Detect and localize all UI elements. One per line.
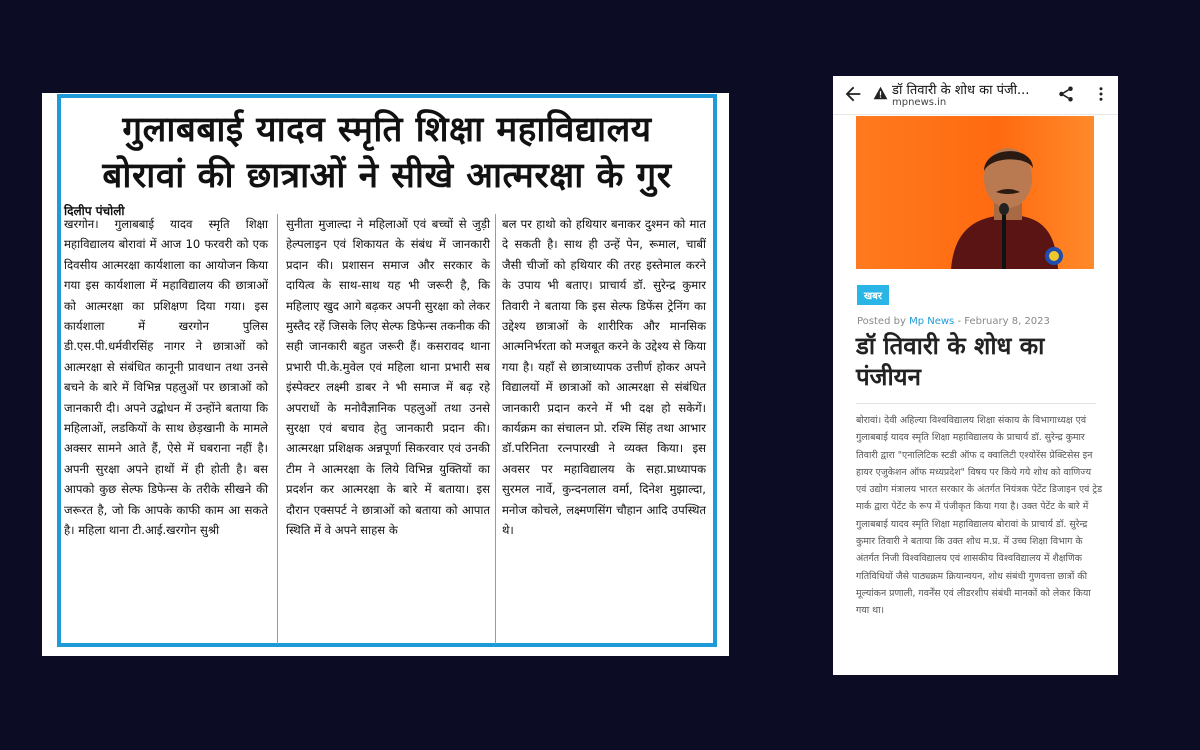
article-column-2: सुनीता मुजाल्दा ने महिलाओं एवं बच्चों से जुड़ी हेल्पलाइन एवं शिकायत के संबंध में जानकारी प्रदान की। प्रशासन समाज और सरकार के दायित्व के साथ-साथ यह भी जरूरी है, कि महिलाए खुद आगे बढ़कर अपनी सुरक्षा को लेकर मुस्तैद रहें जिसके लिए सेल्फ डिफेन्स तकनीक की सही जानकारी बहुत जरूरी हैं। कसरावद थाना प्रभारी पी.के.मुवेल एवं महिला थाना प्रभारी सब इंस्पेक्टर लक्ष्मी डाबर ने भी समाज में बढ़ रहे अपराधों के मनोवैज्ञानिक पहलुओं तथा उनसे सुरक्षा एवं बचाव हेतु जानकारी प्रदान की। आत्मरक्षा प्रशिक्षक अन्नपूर्णा सिकरवार एवं उनकी टीम ने आत्मरक्षा के लिये विभिन्न युक्तियों का प्रदर्शन कर आत्मरक्षा के बारे में बताया। इस दौरान एक्सपर्ट ने छात्राओं को बताया को आपात स्थिति में वे अपने साहस के bbox=[286, 217, 490, 538]
column-divider bbox=[277, 214, 278, 644]
newspaper-clipping bbox=[42, 93, 729, 656]
share-icon[interactable] bbox=[1057, 84, 1075, 104]
author-link[interactable]: Mp News bbox=[909, 316, 955, 327]
title-divider bbox=[856, 403, 1096, 404]
browser-app-bar bbox=[833, 76, 1118, 115]
page-title: डॉ तिवारी के शोध का पंजी... bbox=[892, 83, 1030, 98]
article-column-1: खरगोन। गुलाबबाई यादव स्मृति शिक्षा महाविद्यालय बोरावां में आज 10 फरवरी को एक दिवसीय आत्मरक्षा कार्यशाला का आयोजन किया गया इस कार्यशाला में महाविद्यालय की छात्राओं को आत्मरक्षा का प्रशिक्षण दिया गया। इस कार्यशाला में खरगोन पुलिस डी.एस.पी.धर्मवीरसिंह नागर ने छात्राओं को आत्मरक्षा से संबंधित कानूनी प्रावधान तथा उनसे बचने के बारे में विभिन्न पहलुओं पर छात्राओं को जानकारी दी। अपने उद्बोधन में उन्होंने बताया कि महिलाओं, लडकियों के साथ छेड़खानी के मामले अक्सर सामने आते हैं, ऐसे में घबराना नहीं है। अपनी सुरक्षा अपने हाथों में ही होती है। बस आपको कुछ सेल्फ डिफेन्स के तरीके सीखने की जरूरत है, जो कि आपके काफी काम आ सकते है। महिला थाना टी.आई.खरगोन सुश्री bbox=[64, 217, 268, 538]
category-tag[interactable]: खबर bbox=[857, 285, 889, 305]
more-options-icon[interactable] bbox=[1092, 84, 1110, 104]
speaker-photo bbox=[856, 116, 1094, 269]
warning-icon bbox=[873, 86, 888, 100]
byline: दिलीप पंचोली bbox=[64, 204, 125, 218]
page-url: mpnews.in bbox=[892, 97, 947, 108]
post-meta bbox=[857, 316, 1050, 327]
posted-by-label: Posted by bbox=[857, 316, 906, 327]
article-title: डॉ तिवारी के शोध का पंजीयन bbox=[856, 332, 1045, 391]
article-hero-image bbox=[856, 116, 1094, 269]
headline-line-2: बोरावां की छात्राओं ने सीखे आत्मरक्षा के गुर bbox=[102, 156, 672, 196]
column-divider bbox=[495, 214, 496, 644]
article-column-3: बल पर हाथो को हथियार बनाकर दुश्मन को मात दे सकती है। साथ ही उन्हें पेन, रूमाल, चाबीं जैसी चीजों को हथियार की तरह इस्तेमाल करने के उपाय भी बताए। प्राचार्य डॉ. सुरेन्द्र कुमार तिवारी ने बताया कि इस सेल्फ डिफेंस ट्रेनिंग का उद्देश्य छात्राओं के शारीरिक और मानसिक आत्मनिर्भरता को मजबूत करने के उद्देश्य से किया गया है। यहाँ से छात्राध्यापक उत्तीर्ण होकर अपने विद्यालयों में छात्राओं को आत्मरक्षा से संबंधित जानकारी प्रदान करने में भी दक्ष हो सकेगें।कार्यक्रम का संचालन प्रो. रश्मि सिंह तथा आभार डॉ.परिनिता रत्नपारखी ने व्यक्त किया। इस अवसर पर महाविद्यालय के सहा.प्राध्यापक सुरमल नार्वे, कुन्दनलाल वर्मा, दिनेश मुझाल्दा, मनोज कोचले, लक्ष्मणसिंग चौहान आदि उपस्थित थे। bbox=[502, 217, 706, 538]
meta-separator: - bbox=[957, 316, 962, 327]
article-body: बोरावां। देवी अहिल्या विश्वविद्यालय शिक्षा संकाय के विभागाध्यक्ष एवं गुलाबबाई यादव स्मृति शिक्षा महाविद्यालय के प्राचार्य डॉ. सुरेन्द्र कुमार तिवारी द्वारा "एनालिटिक स्टडी ऑफ द क्वालिटी एश्योरेंस प्रेक्टिसेस इन हायर एजुकेशन ऑफ मध्यप्रदेश" विषय पर किये गये शोध को वाणिज्य एवं उद्योग मंत्रालय भारत सरकार के अंतर्गत नियंत्रक पेटेंट डिजाइन एवं ट्रेड मार्क द्वारा पेटेंट के रूप में पंजीकृत किया गया है। उक्त पेटेंट के बारे में गुलाबबाई यादव स्मृति शिक्षा महाविद्यालय बोरावां के प्राचार्य डॉ. सुरेन्द्र कुमार तिवारी ने बताया कि उक्त शोध म.प्र. में उच्च शिक्षा विभाग के अंतर्गत निजी विश्वविद्यालय एवं शासकीय विश्वविद्यालय में शैक्षणिक गतिविधियों जैसे पाठ्यक्रम क्रियान्वयन, शोध संबंधी गुणवत्ता छात्रों की मूल्यांकन प्रणाली, गवर्नेंस एवं लीडरशीप संबंधी मानकों को लेकर किया गया था। bbox=[856, 415, 1103, 617]
headline-line-1: गुलाबबाई यादव स्मृति शिक्षा महाविद्यालय bbox=[122, 110, 652, 150]
mobile-screenshot bbox=[833, 76, 1118, 675]
post-date: February 8, 2023 bbox=[964, 316, 1050, 327]
newspaper-headline bbox=[57, 95, 717, 199]
back-arrow-icon[interactable] bbox=[842, 83, 864, 105]
